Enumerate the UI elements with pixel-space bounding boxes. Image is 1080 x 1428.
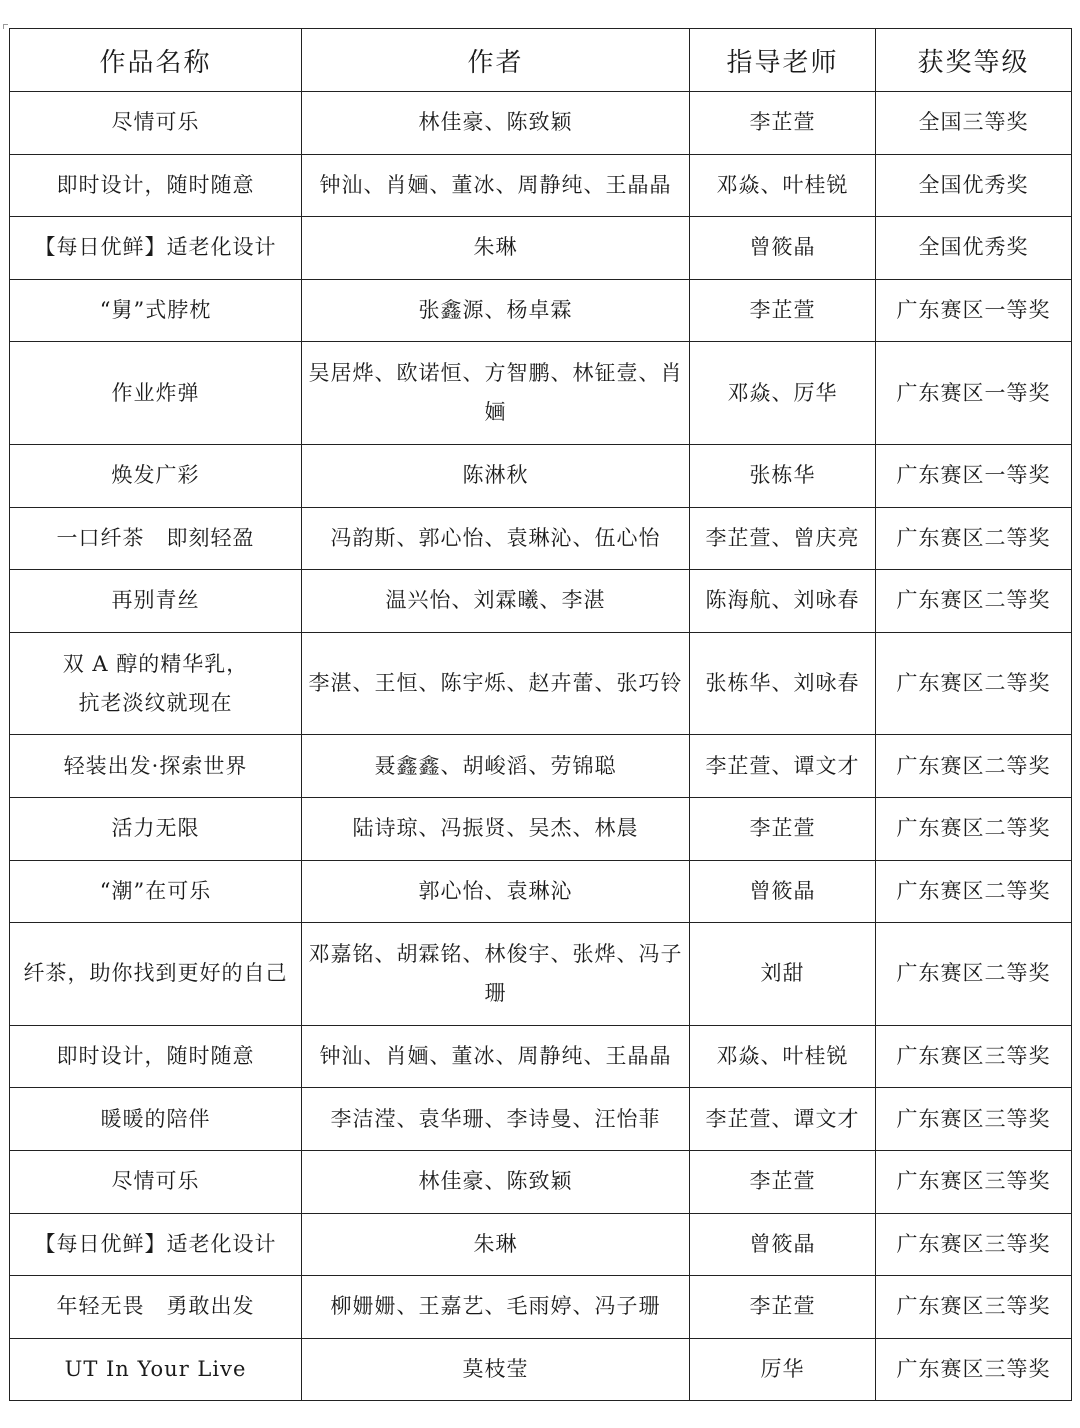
table-row <box>10 92 1072 155</box>
award-cell: 广东赛区二等奖 <box>876 632 1072 735</box>
authors-cell: 温兴怡、刘霖曦、李湛 <box>302 570 690 633</box>
table-row <box>10 1025 1072 1088</box>
teacher-cell: 邓焱、厉华 <box>690 342 876 445</box>
teacher-cell: 厉华 <box>690 1338 876 1401</box>
work-name-cell: UT In Your Live <box>10 1338 302 1401</box>
authors-cell: 吴居烨、欧诺恒、方智鹏、林钲壹、肖婳 <box>302 342 690 445</box>
award-cell: 广东赛区二等奖 <box>876 570 1072 633</box>
teacher-cell: 李芷萱、曾庆亮 <box>690 507 876 570</box>
work-name-cell: 即时设计，随时随意 <box>10 154 302 217</box>
award-cell: 广东赛区三等奖 <box>876 1088 1072 1151</box>
authors-cell: 陆诗琼、冯振贤、吴杰、林晨 <box>302 797 690 860</box>
header-authors: 作者 <box>302 29 690 92</box>
authors-cell: 林佳豪、陈致颖 <box>302 92 690 155</box>
table-row <box>10 860 1072 923</box>
award-cell: 广东赛区一等奖 <box>876 444 1072 507</box>
table-row <box>10 570 1072 633</box>
work-name-cell: 再别青丝 <box>10 570 302 633</box>
authors-cell: 朱琳 <box>302 1213 690 1276</box>
teacher-cell: 曾筱晶 <box>690 860 876 923</box>
authors-cell: 朱琳 <box>302 217 690 280</box>
teacher-cell: 李芷萱 <box>690 797 876 860</box>
teacher-cell: 李芷萱 <box>690 1276 876 1339</box>
work-name-cell: 活力无限 <box>10 797 302 860</box>
authors-cell: 李湛、王恒、陈宇烁、赵卉蕾、张巧铃 <box>302 632 690 735</box>
work-name-cell: 暖暖的陪伴 <box>10 1088 302 1151</box>
teacher-cell: 李芷萱 <box>690 92 876 155</box>
table-row <box>10 444 1072 507</box>
header-work-name: 作品名称 <box>10 29 302 92</box>
table-row <box>10 507 1072 570</box>
teacher-cell: 李芷萱、谭文才 <box>690 1088 876 1151</box>
award-cell: 广东赛区三等奖 <box>876 1025 1072 1088</box>
award-cell: 广东赛区三等奖 <box>876 1150 1072 1213</box>
teacher-cell: 张栋华、刘咏春 <box>690 632 876 735</box>
teacher-cell: 李芷萱 <box>690 1150 876 1213</box>
work-name-cell: “潮”在可乐 <box>10 860 302 923</box>
awards-table <box>9 28 1072 1401</box>
award-cell: 全国优秀奖 <box>876 217 1072 280</box>
work-name-cell: 双 A 醇的精华乳， 抗老淡纹就现在 <box>10 632 302 735</box>
work-name-cell: 作业炸弹 <box>10 342 302 445</box>
teacher-cell: 张栋华 <box>690 444 876 507</box>
teacher-cell: 刘甜 <box>690 923 876 1026</box>
award-cell: 广东赛区二等奖 <box>876 797 1072 860</box>
authors-cell: 郭心怡、袁琳沁 <box>302 860 690 923</box>
work-name-cell: 【每日优鲜】适老化设计 <box>10 217 302 280</box>
work-name-cell: 【每日优鲜】适老化设计 <box>10 1213 302 1276</box>
teacher-cell: 曾筱晶 <box>690 1213 876 1276</box>
table-row <box>10 154 1072 217</box>
header-teacher: 指导老师 <box>690 29 876 92</box>
authors-cell: 邓嘉铭、胡霖铭、林俊宇、张烨、冯子珊 <box>302 923 690 1026</box>
award-cell: 广东赛区二等奖 <box>876 923 1072 1026</box>
header-award-level: 获奖等级 <box>876 29 1072 92</box>
table-row <box>10 342 1072 445</box>
award-cell: 全国优秀奖 <box>876 154 1072 217</box>
table-row <box>10 1150 1072 1213</box>
work-name-cell: “舅”式脖枕 <box>10 279 302 342</box>
table-row <box>10 632 1072 735</box>
authors-cell: 张鑫源、杨卓霖 <box>302 279 690 342</box>
authors-cell: 柳姗姗、王嘉艺、毛雨婷、冯子珊 <box>302 1276 690 1339</box>
award-cell: 广东赛区三等奖 <box>876 1276 1072 1339</box>
award-cell: 广东赛区二等奖 <box>876 860 1072 923</box>
teacher-cell: 曾筱晶 <box>690 217 876 280</box>
award-cell: 广东赛区三等奖 <box>876 1338 1072 1401</box>
table-row <box>10 1213 1072 1276</box>
award-cell: 广东赛区二等奖 <box>876 507 1072 570</box>
authors-cell: 李洁滢、袁华珊、李诗曼、汪怡菲 <box>302 1088 690 1151</box>
table-row <box>10 1088 1072 1151</box>
header-row <box>10 29 1072 92</box>
work-name-cell: 纤茶，助你找到更好的自己 <box>10 923 302 1026</box>
work-name-cell: 年轻无畏 勇敢出发 <box>10 1276 302 1339</box>
work-name-cell: 一口纤茶 即刻轻盈 <box>10 507 302 570</box>
award-cell: 广东赛区二等奖 <box>876 735 1072 798</box>
teacher-cell: 邓焱、叶桂锐 <box>690 1025 876 1088</box>
authors-cell: 钟汕、肖婳、董冰、周静纯、王晶晶 <box>302 154 690 217</box>
table-row <box>10 217 1072 280</box>
table-row <box>10 1338 1072 1401</box>
table-row <box>10 923 1072 1026</box>
table-row <box>10 1276 1072 1339</box>
authors-cell: 陈淋秋 <box>302 444 690 507</box>
award-cell: 广东赛区三等奖 <box>876 1213 1072 1276</box>
work-name-cell: 即时设计，随时随意 <box>10 1025 302 1088</box>
work-name-cell: 尽情可乐 <box>10 1150 302 1213</box>
table-row <box>10 279 1072 342</box>
authors-cell: 聂鑫鑫、胡峻滔、劳锦聪 <box>302 735 690 798</box>
teacher-cell: 李芷萱、谭文才 <box>690 735 876 798</box>
crop-mark <box>3 24 8 29</box>
work-name-cell: 焕发广彩 <box>10 444 302 507</box>
award-cell: 广东赛区一等奖 <box>876 279 1072 342</box>
award-cell: 全国三等奖 <box>876 92 1072 155</box>
table-row <box>10 797 1072 860</box>
work-name-cell: 尽情可乐 <box>10 92 302 155</box>
authors-cell: 钟汕、肖婳、董冰、周静纯、王晶晶 <box>302 1025 690 1088</box>
teacher-cell: 邓焱、叶桂锐 <box>690 154 876 217</box>
teacher-cell: 李芷萱 <box>690 279 876 342</box>
authors-cell: 林佳豪、陈致颖 <box>302 1150 690 1213</box>
awards-table-container <box>9 28 1072 1401</box>
authors-cell: 冯韵斯、郭心怡、袁琳沁、伍心怡 <box>302 507 690 570</box>
authors-cell: 莫枝莹 <box>302 1338 690 1401</box>
award-cell: 广东赛区一等奖 <box>876 342 1072 445</box>
work-name-cell: 轻装出发·探索世界 <box>10 735 302 798</box>
table-row <box>10 735 1072 798</box>
teacher-cell: 陈海航、刘咏春 <box>690 570 876 633</box>
